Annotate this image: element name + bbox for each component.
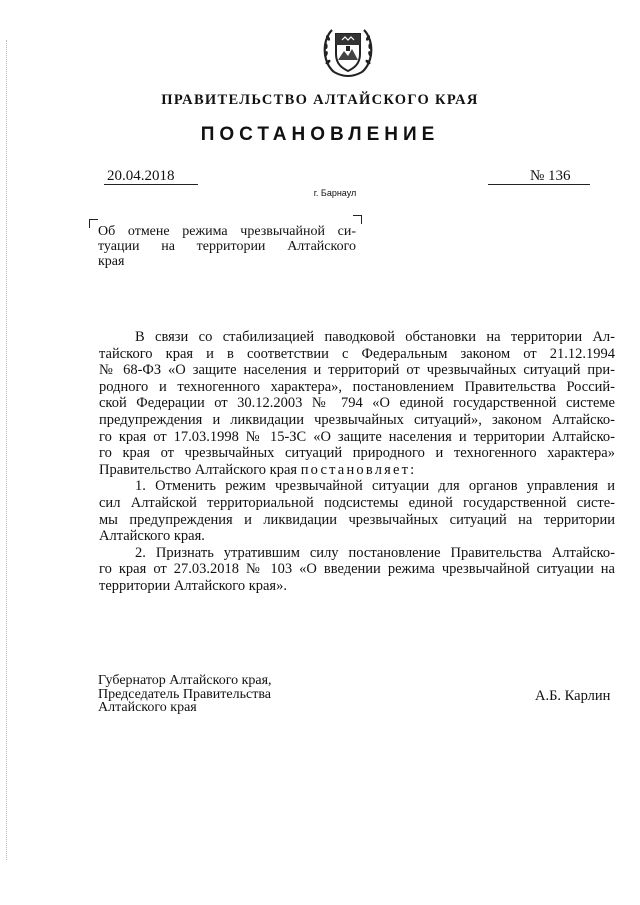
signatory-name: А.Б. Карлин (535, 688, 611, 704)
scan-edge-dots (6, 40, 7, 860)
item1-line: мы предупреждения и ликвидации чрезвычайных ситуаций на территории (99, 511, 615, 528)
document-body (99, 329, 615, 595)
signatory-title-line: Председатель Правительства (98, 686, 271, 702)
subject-line: Об отмене режима чрезвычайной си- (98, 224, 356, 239)
body-line: ской Федерации от 30.12.2003 № 794 «О единой государственной системе (99, 395, 615, 412)
subject-bracket-left (89, 219, 98, 228)
signatory-title (98, 674, 272, 715)
body-line: го края от 17.03.1998 № 15-ЗС «О защите населения и территории Алтайско- (99, 428, 615, 445)
subject-line: туации на территории Алтайского (98, 239, 356, 254)
item2-line: го края от 27.03.2018 № 103 «О введении режима чрезвычайной ситуации на (99, 561, 615, 578)
signatory-title-line: Губернатор Алтайского края, (98, 673, 272, 688)
resolves-line (99, 462, 615, 479)
item2-line: территории Алтайского края». (99, 577, 287, 594)
item1-line: сил Алтайской территориальной подсистемы единой государственной систе- (99, 494, 615, 511)
subject-bracket-right (353, 215, 362, 224)
document-city: г. Барнаул (313, 188, 357, 198)
document-date: 20.04.2018 (107, 168, 175, 184)
body-line: го края от чрезвычайных ситуаций природного и техногенного характера» (99, 445, 615, 462)
document-subject (98, 224, 356, 269)
resolves-prefix: Правительство Алтайского края (99, 461, 298, 478)
date-underline (104, 184, 198, 185)
document-type-title: ПОСТАНОВЛЕНИЕ (200, 124, 440, 145)
body-line: тайского края и в соответствии с Федеральным законом от 21.12.1994 (99, 345, 615, 362)
item2-line: 2. Признать утратившим силу постановление Правительства Алтайско- (135, 544, 615, 561)
number-underline (488, 184, 590, 185)
item1-line: Алтайского края. (99, 528, 205, 545)
body-line: № 68-ФЗ «О защите населения и территорий от чрезвычайных ситуаций при- (99, 362, 615, 379)
body-line: В связи со стабилизацией паводковой обстановки на территории Ал- (135, 329, 615, 345)
resolves-word: постановляет: (300, 461, 417, 478)
altai-krai-coat-of-arms-icon (316, 18, 380, 82)
document-number: № 136 (530, 168, 571, 184)
government-title: ПРАВИТЕЛЬСТВО АЛТАЙСКОГО КРАЯ (161, 92, 479, 108)
signatory-title-line: Алтайского края (98, 700, 197, 715)
body-line: предупреждения и ликвидации чрезвычайных ситуаций», законом Алтайско- (99, 411, 615, 428)
subject-line: края (98, 254, 125, 269)
item1-line: 1. Отменить режим чрезвычайной ситуации для органов управления и (135, 478, 615, 495)
body-line: родного и техногенного характера», постановлением Правительства Россий- (99, 378, 615, 395)
